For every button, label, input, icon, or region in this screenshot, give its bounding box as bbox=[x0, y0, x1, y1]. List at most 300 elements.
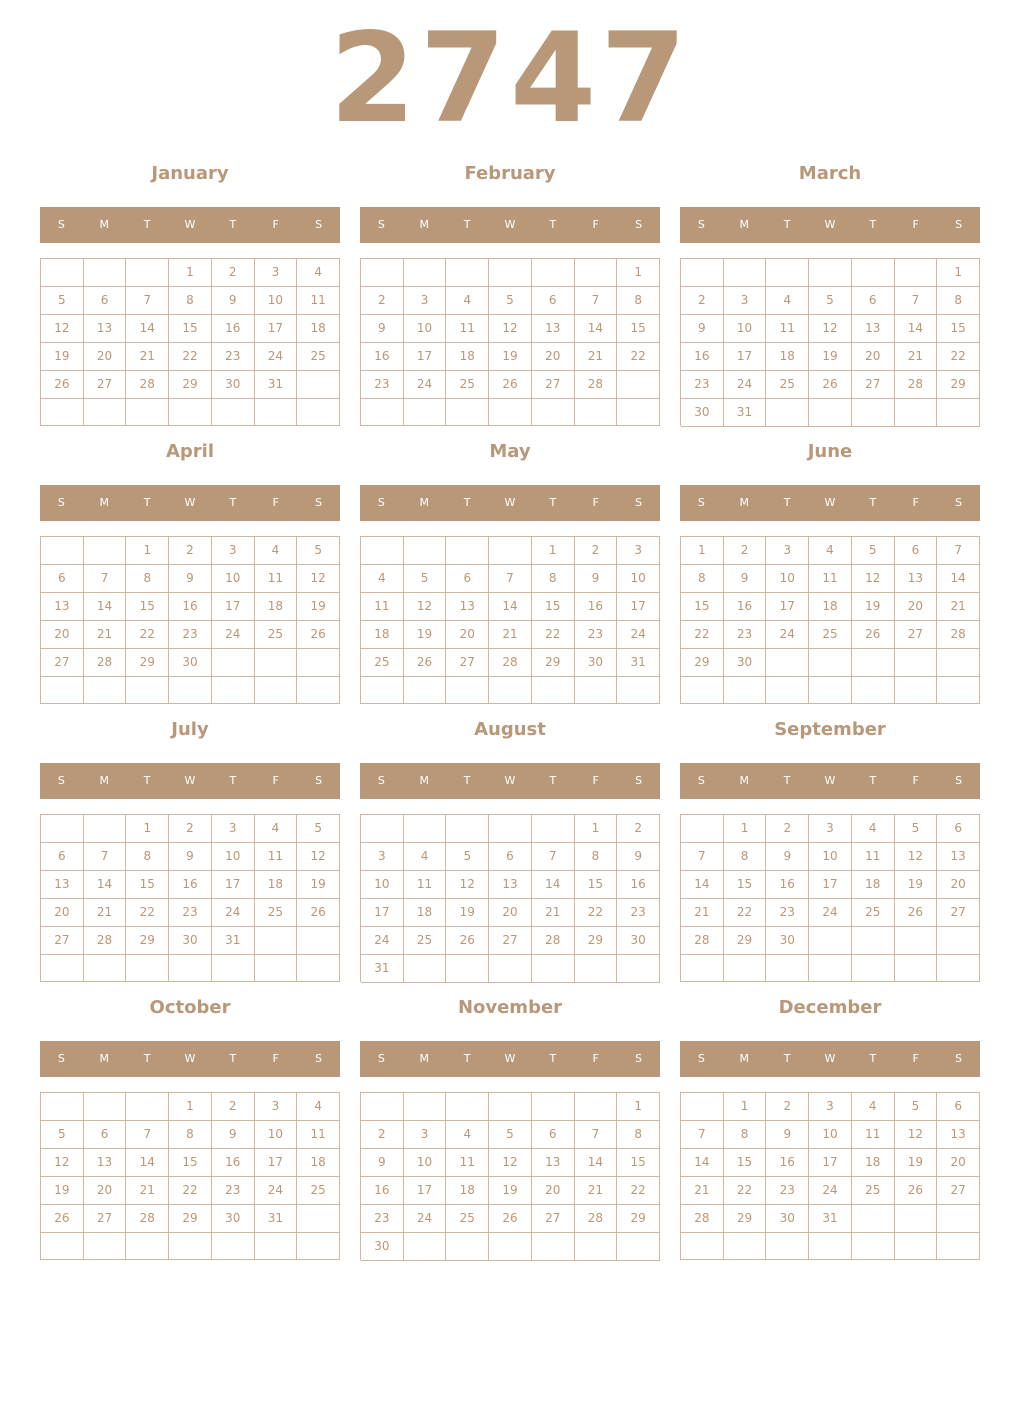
day-cell: 30 bbox=[169, 927, 212, 955]
weekday-label: M bbox=[739, 496, 750, 509]
empty-day-cell bbox=[895, 399, 938, 427]
day-cell: 28 bbox=[937, 621, 980, 649]
day-cell: 27 bbox=[84, 1205, 127, 1233]
empty-day-cell bbox=[84, 955, 127, 982]
empty-day-cell bbox=[852, 259, 895, 287]
day-cell: 3 bbox=[361, 843, 404, 871]
day-cell: 13 bbox=[937, 843, 980, 871]
empty-day-cell bbox=[532, 955, 575, 983]
day-cell: 23 bbox=[724, 621, 767, 649]
day-cell: 2 bbox=[681, 287, 724, 315]
day-cell: 8 bbox=[617, 287, 660, 315]
empty-day-cell bbox=[126, 1093, 169, 1121]
day-grid bbox=[40, 1092, 340, 1260]
day-cell: 22 bbox=[575, 899, 618, 927]
day-cell: 19 bbox=[895, 1149, 938, 1177]
empty-day-cell bbox=[361, 1093, 404, 1121]
weekday-label: S bbox=[635, 218, 643, 231]
day-cell: 6 bbox=[41, 565, 84, 593]
weekday-label: T bbox=[229, 774, 237, 787]
day-cell: 31 bbox=[724, 399, 767, 427]
day-grid bbox=[40, 536, 340, 704]
day-cell: 30 bbox=[212, 371, 255, 399]
day-cell: 13 bbox=[41, 871, 84, 899]
empty-day-cell bbox=[532, 259, 575, 287]
weekday-header bbox=[680, 485, 980, 521]
empty-day-cell bbox=[169, 955, 212, 982]
weekday-label: W bbox=[824, 774, 836, 787]
empty-day-cell bbox=[255, 649, 298, 677]
weekday-label: W bbox=[824, 218, 836, 231]
day-cell: 16 bbox=[724, 593, 767, 621]
day-cell: 8 bbox=[575, 843, 618, 871]
empty-day-cell bbox=[84, 537, 127, 565]
empty-day-cell bbox=[361, 677, 404, 704]
day-grid bbox=[680, 814, 980, 982]
day-cell: 28 bbox=[532, 927, 575, 955]
day-cell: 20 bbox=[937, 1149, 980, 1177]
day-cell: 15 bbox=[169, 1149, 212, 1177]
day-cell: 14 bbox=[489, 593, 532, 621]
day-cell: 29 bbox=[724, 1205, 767, 1233]
day-cell: 17 bbox=[724, 343, 767, 371]
weekday-label: S bbox=[57, 774, 65, 787]
day-cell: 1 bbox=[126, 537, 169, 565]
day-cell: 14 bbox=[126, 315, 169, 343]
day-cell: 17 bbox=[766, 593, 809, 621]
day-cell: 10 bbox=[617, 565, 660, 593]
day-grid bbox=[680, 1092, 980, 1260]
day-cell: 26 bbox=[489, 1205, 532, 1233]
day-cell: 7 bbox=[126, 1121, 169, 1149]
day-cell: 8 bbox=[532, 565, 575, 593]
empty-day-cell bbox=[169, 677, 212, 704]
day-cell: 31 bbox=[809, 1205, 852, 1233]
day-cell: 4 bbox=[446, 1121, 489, 1149]
day-cell: 30 bbox=[361, 1233, 404, 1261]
day-cell: 6 bbox=[532, 287, 575, 315]
day-cell: 11 bbox=[255, 565, 298, 593]
day-cell: 5 bbox=[489, 1121, 532, 1149]
day-cell: 28 bbox=[84, 927, 127, 955]
month-name: August bbox=[474, 719, 546, 740]
day-cell: 6 bbox=[446, 565, 489, 593]
day-cell: 12 bbox=[895, 1121, 938, 1149]
weekday-label: M bbox=[419, 774, 430, 787]
day-cell: 4 bbox=[255, 815, 298, 843]
day-cell: 13 bbox=[852, 315, 895, 343]
day-cell: 27 bbox=[937, 899, 980, 927]
day-cell: 21 bbox=[895, 343, 938, 371]
day-cell: 29 bbox=[681, 649, 724, 677]
empty-day-cell bbox=[126, 1233, 169, 1260]
day-cell: 21 bbox=[575, 343, 618, 371]
weekday-label: T bbox=[143, 496, 151, 509]
day-cell: 11 bbox=[766, 315, 809, 343]
empty-day-cell bbox=[361, 815, 404, 843]
day-cell: 24 bbox=[724, 371, 767, 399]
weekday-label: T bbox=[869, 496, 877, 509]
weekday-label: T bbox=[783, 496, 791, 509]
empty-day-cell bbox=[84, 815, 127, 843]
day-cell: 12 bbox=[809, 315, 852, 343]
day-cell: 7 bbox=[895, 287, 938, 315]
day-cell: 29 bbox=[169, 371, 212, 399]
empty-day-cell bbox=[361, 259, 404, 287]
weekday-label: T bbox=[783, 1052, 791, 1065]
day-cell: 21 bbox=[681, 1177, 724, 1205]
weekday-label: T bbox=[463, 1052, 471, 1065]
day-cell: 28 bbox=[126, 1205, 169, 1233]
day-cell: 16 bbox=[212, 1149, 255, 1177]
month-name: June bbox=[807, 441, 853, 462]
weekday-label: S bbox=[315, 218, 323, 231]
weekday-label: T bbox=[229, 496, 237, 509]
day-cell: 14 bbox=[532, 871, 575, 899]
day-cell: 22 bbox=[126, 899, 169, 927]
weekday-label: T bbox=[143, 774, 151, 787]
day-cell: 29 bbox=[532, 649, 575, 677]
day-cell: 17 bbox=[255, 1149, 298, 1177]
day-cell: 22 bbox=[169, 1177, 212, 1205]
empty-day-cell bbox=[809, 955, 852, 982]
day-cell: 11 bbox=[361, 593, 404, 621]
day-cell: 7 bbox=[681, 1121, 724, 1149]
day-cell: 26 bbox=[895, 1177, 938, 1205]
day-cell: 25 bbox=[255, 621, 298, 649]
weekday-label: S bbox=[697, 1052, 705, 1065]
day-cell: 5 bbox=[41, 1121, 84, 1149]
day-cell: 27 bbox=[532, 1205, 575, 1233]
day-cell: 11 bbox=[446, 315, 489, 343]
empty-day-cell bbox=[489, 399, 532, 426]
weekday-label: S bbox=[57, 1052, 65, 1065]
day-cell: 5 bbox=[852, 537, 895, 565]
day-cell: 1 bbox=[532, 537, 575, 565]
day-cell: 14 bbox=[575, 315, 618, 343]
weekday-label: S bbox=[315, 1052, 323, 1065]
empty-day-cell bbox=[84, 259, 127, 287]
day-cell: 12 bbox=[446, 871, 489, 899]
day-cell: 23 bbox=[212, 343, 255, 371]
day-cell: 26 bbox=[41, 371, 84, 399]
day-cell: 8 bbox=[617, 1121, 660, 1149]
weekday-label: T bbox=[549, 496, 557, 509]
day-cell: 30 bbox=[575, 649, 618, 677]
day-cell: 9 bbox=[575, 565, 618, 593]
empty-day-cell bbox=[255, 399, 298, 426]
day-cell: 5 bbox=[446, 843, 489, 871]
weekday-label: F bbox=[912, 218, 919, 231]
weekday-label: S bbox=[697, 774, 705, 787]
day-cell: 15 bbox=[937, 315, 980, 343]
day-cell: 17 bbox=[809, 1149, 852, 1177]
day-cell: 19 bbox=[852, 593, 895, 621]
weekday-label: W bbox=[504, 774, 516, 787]
empty-day-cell bbox=[169, 399, 212, 426]
weekday-label: M bbox=[739, 774, 750, 787]
empty-day-cell bbox=[446, 399, 489, 426]
day-cell: 4 bbox=[446, 287, 489, 315]
empty-day-cell bbox=[126, 677, 169, 704]
day-cell: 16 bbox=[681, 343, 724, 371]
day-cell: 13 bbox=[489, 871, 532, 899]
day-cell: 24 bbox=[212, 621, 255, 649]
day-cell: 6 bbox=[532, 1121, 575, 1149]
day-cell: 30 bbox=[169, 649, 212, 677]
day-cell: 12 bbox=[297, 843, 340, 871]
empty-day-cell bbox=[41, 955, 84, 982]
day-cell: 6 bbox=[852, 287, 895, 315]
day-cell: 8 bbox=[126, 565, 169, 593]
day-cell: 30 bbox=[766, 1205, 809, 1233]
day-cell: 3 bbox=[212, 815, 255, 843]
day-cell: 17 bbox=[617, 593, 660, 621]
weekday-label: M bbox=[419, 496, 430, 509]
day-cell: 7 bbox=[84, 843, 127, 871]
empty-day-cell bbox=[575, 677, 618, 704]
weekday-label: T bbox=[869, 1052, 877, 1065]
day-cell: 29 bbox=[724, 927, 767, 955]
day-cell: 24 bbox=[766, 621, 809, 649]
day-cell: 3 bbox=[809, 815, 852, 843]
empty-day-cell bbox=[681, 259, 724, 287]
empty-day-cell bbox=[852, 955, 895, 982]
day-cell: 6 bbox=[489, 843, 532, 871]
day-cell: 24 bbox=[617, 621, 660, 649]
day-cell: 4 bbox=[297, 1093, 340, 1121]
day-cell: 27 bbox=[489, 927, 532, 955]
day-cell: 30 bbox=[681, 399, 724, 427]
day-cell: 27 bbox=[41, 927, 84, 955]
empty-day-cell bbox=[937, 399, 980, 427]
empty-day-cell bbox=[532, 677, 575, 704]
day-cell: 11 bbox=[446, 1149, 489, 1177]
day-cell: 18 bbox=[404, 899, 447, 927]
weekday-label: S bbox=[955, 496, 963, 509]
day-cell: 24 bbox=[809, 899, 852, 927]
day-cell: 13 bbox=[532, 315, 575, 343]
empty-day-cell bbox=[446, 537, 489, 565]
day-cell: 18 bbox=[361, 621, 404, 649]
day-cell: 17 bbox=[212, 593, 255, 621]
weekday-label: F bbox=[272, 218, 279, 231]
weekday-label: W bbox=[184, 496, 196, 509]
day-cell: 21 bbox=[489, 621, 532, 649]
day-cell: 23 bbox=[212, 1177, 255, 1205]
day-cell: 25 bbox=[297, 343, 340, 371]
day-cell: 7 bbox=[937, 537, 980, 565]
month-name: January bbox=[151, 163, 229, 184]
empty-day-cell bbox=[404, 955, 447, 983]
empty-day-cell bbox=[126, 955, 169, 982]
day-cell: 14 bbox=[126, 1149, 169, 1177]
day-cell: 2 bbox=[169, 815, 212, 843]
day-cell: 14 bbox=[681, 1149, 724, 1177]
empty-day-cell bbox=[84, 1093, 127, 1121]
empty-day-cell bbox=[41, 815, 84, 843]
day-grid bbox=[360, 536, 660, 704]
empty-day-cell bbox=[212, 677, 255, 704]
weekday-header bbox=[40, 1041, 340, 1077]
empty-day-cell bbox=[84, 399, 127, 426]
empty-day-cell bbox=[617, 371, 660, 399]
day-cell: 5 bbox=[895, 815, 938, 843]
day-cell: 2 bbox=[617, 815, 660, 843]
empty-day-cell bbox=[404, 259, 447, 287]
day-cell: 23 bbox=[575, 621, 618, 649]
weekday-label: W bbox=[504, 496, 516, 509]
weekday-label: T bbox=[463, 774, 471, 787]
day-cell: 30 bbox=[617, 927, 660, 955]
day-cell: 25 bbox=[361, 649, 404, 677]
day-cell: 26 bbox=[41, 1205, 84, 1233]
day-cell: 26 bbox=[809, 371, 852, 399]
day-cell: 28 bbox=[575, 371, 618, 399]
day-cell: 23 bbox=[169, 899, 212, 927]
empty-day-cell bbox=[852, 927, 895, 955]
day-cell: 2 bbox=[169, 537, 212, 565]
day-cell: 14 bbox=[84, 871, 127, 899]
weekday-label: W bbox=[824, 496, 836, 509]
day-cell: 20 bbox=[446, 621, 489, 649]
empty-day-cell bbox=[617, 955, 660, 983]
empty-day-cell bbox=[617, 1233, 660, 1261]
empty-day-cell bbox=[404, 1233, 447, 1261]
month-name: February bbox=[464, 163, 556, 184]
weekday-label: S bbox=[377, 496, 385, 509]
day-cell: 12 bbox=[895, 843, 938, 871]
day-cell: 19 bbox=[895, 871, 938, 899]
day-cell: 5 bbox=[41, 287, 84, 315]
empty-day-cell bbox=[895, 1205, 938, 1233]
weekday-label: S bbox=[635, 496, 643, 509]
day-cell: 5 bbox=[489, 287, 532, 315]
day-cell: 4 bbox=[255, 537, 298, 565]
empty-day-cell bbox=[489, 815, 532, 843]
day-cell: 1 bbox=[617, 259, 660, 287]
day-cell: 8 bbox=[937, 287, 980, 315]
day-cell: 15 bbox=[532, 593, 575, 621]
empty-day-cell bbox=[895, 927, 938, 955]
day-cell: 31 bbox=[255, 1205, 298, 1233]
day-cell: 19 bbox=[446, 899, 489, 927]
weekday-label: F bbox=[912, 774, 919, 787]
weekday-label: W bbox=[824, 1052, 836, 1065]
day-grid bbox=[360, 1092, 660, 1260]
day-cell: 9 bbox=[212, 1121, 255, 1149]
weekday-label: T bbox=[783, 774, 791, 787]
day-cell: 24 bbox=[255, 1177, 298, 1205]
day-cell: 28 bbox=[895, 371, 938, 399]
weekday-label: T bbox=[463, 496, 471, 509]
empty-day-cell bbox=[446, 1233, 489, 1261]
empty-day-cell bbox=[681, 815, 724, 843]
empty-day-cell bbox=[766, 399, 809, 427]
day-cell: 10 bbox=[361, 871, 404, 899]
day-cell: 8 bbox=[169, 1121, 212, 1149]
empty-day-cell bbox=[446, 1093, 489, 1121]
day-cell: 5 bbox=[895, 1093, 938, 1121]
day-cell: 7 bbox=[681, 843, 724, 871]
weekday-label: F bbox=[592, 218, 599, 231]
day-cell: 22 bbox=[532, 621, 575, 649]
day-cell: 29 bbox=[575, 927, 618, 955]
weekday-label: T bbox=[869, 774, 877, 787]
day-cell: 28 bbox=[681, 927, 724, 955]
empty-day-cell bbox=[724, 259, 767, 287]
day-cell: 15 bbox=[126, 871, 169, 899]
empty-day-cell bbox=[681, 1233, 724, 1260]
day-cell: 27 bbox=[532, 371, 575, 399]
day-cell: 26 bbox=[446, 927, 489, 955]
empty-day-cell bbox=[255, 955, 298, 982]
weekday-label: M bbox=[99, 218, 110, 231]
day-cell: 3 bbox=[724, 287, 767, 315]
empty-day-cell bbox=[297, 955, 340, 982]
empty-day-cell bbox=[126, 399, 169, 426]
month-name: September bbox=[774, 719, 886, 740]
day-cell: 18 bbox=[766, 343, 809, 371]
day-cell: 9 bbox=[724, 565, 767, 593]
day-cell: 19 bbox=[489, 1177, 532, 1205]
day-cell: 2 bbox=[766, 815, 809, 843]
day-cell: 10 bbox=[404, 315, 447, 343]
empty-day-cell bbox=[84, 677, 127, 704]
day-cell: 14 bbox=[575, 1149, 618, 1177]
weekday-label: T bbox=[549, 1052, 557, 1065]
empty-day-cell bbox=[766, 955, 809, 982]
weekday-label: S bbox=[377, 774, 385, 787]
day-cell: 9 bbox=[361, 315, 404, 343]
weekday-header bbox=[360, 763, 660, 799]
empty-day-cell bbox=[681, 677, 724, 704]
day-cell: 16 bbox=[766, 871, 809, 899]
empty-day-cell bbox=[575, 259, 618, 287]
day-cell: 20 bbox=[937, 871, 980, 899]
weekday-header bbox=[360, 1041, 660, 1077]
day-cell: 23 bbox=[169, 621, 212, 649]
day-cell: 26 bbox=[404, 649, 447, 677]
day-cell: 11 bbox=[255, 843, 298, 871]
day-cell: 11 bbox=[852, 843, 895, 871]
weekday-label: S bbox=[635, 1052, 643, 1065]
day-cell: 20 bbox=[41, 621, 84, 649]
day-cell: 14 bbox=[937, 565, 980, 593]
day-cell: 6 bbox=[895, 537, 938, 565]
day-cell: 16 bbox=[212, 315, 255, 343]
day-cell: 4 bbox=[297, 259, 340, 287]
day-cell: 6 bbox=[41, 843, 84, 871]
day-cell: 18 bbox=[297, 1149, 340, 1177]
empty-day-cell bbox=[852, 1205, 895, 1233]
day-cell: 30 bbox=[766, 927, 809, 955]
day-cell: 11 bbox=[404, 871, 447, 899]
weekday-label: M bbox=[99, 774, 110, 787]
empty-day-cell bbox=[937, 927, 980, 955]
weekday-label: T bbox=[463, 218, 471, 231]
day-cell: 13 bbox=[84, 315, 127, 343]
day-cell: 13 bbox=[84, 1149, 127, 1177]
empty-day-cell bbox=[297, 677, 340, 704]
weekday-header bbox=[360, 485, 660, 521]
day-cell: 6 bbox=[84, 287, 127, 315]
empty-day-cell bbox=[41, 537, 84, 565]
day-cell: 5 bbox=[809, 287, 852, 315]
day-cell: 10 bbox=[766, 565, 809, 593]
day-cell: 1 bbox=[724, 1093, 767, 1121]
weekday-label: W bbox=[184, 774, 196, 787]
